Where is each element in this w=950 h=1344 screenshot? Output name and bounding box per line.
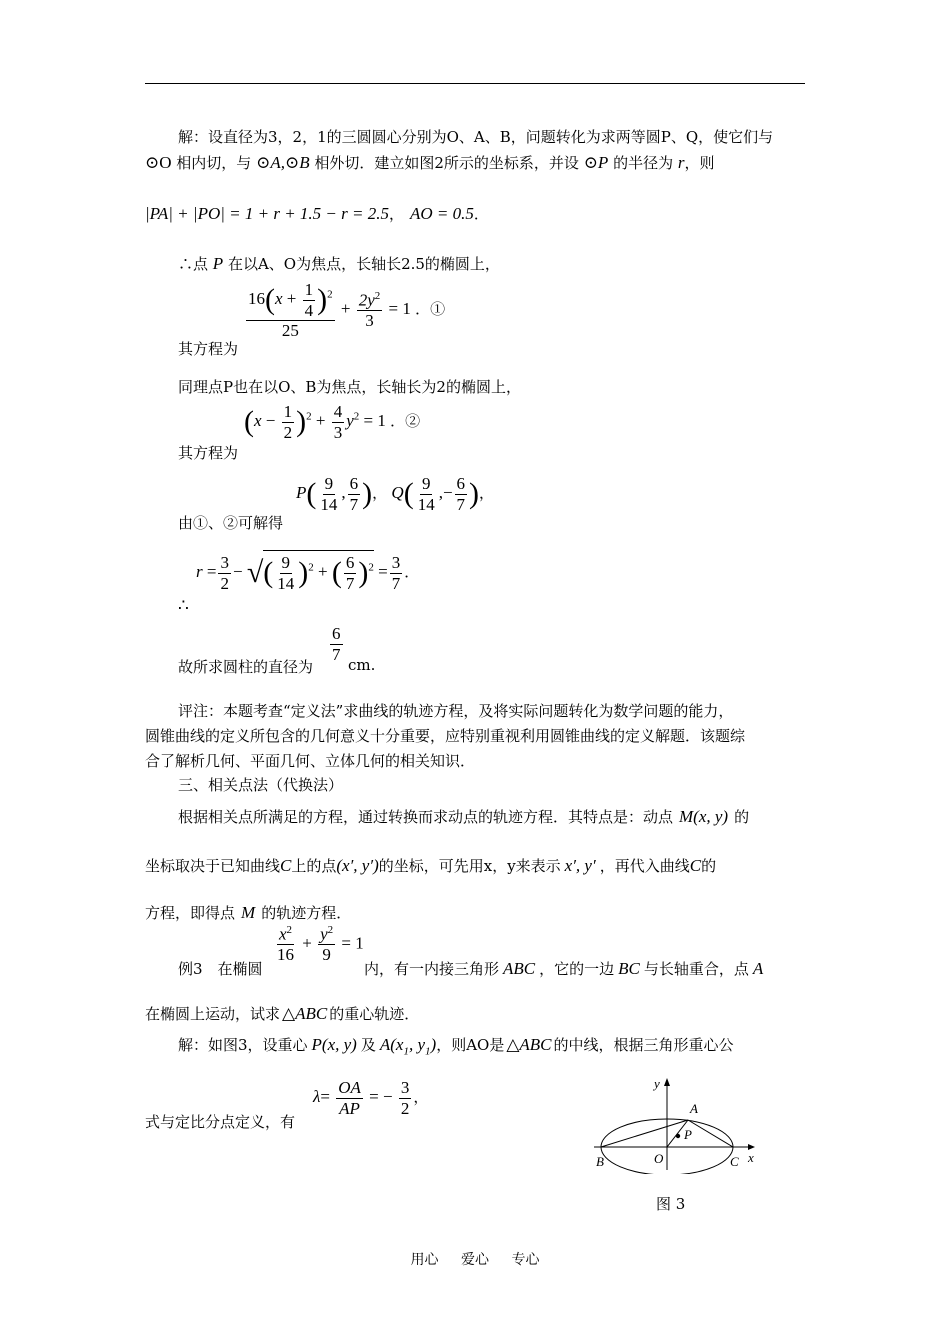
equals: = 1 — [388, 299, 411, 319]
lambda-equation — [313, 1078, 428, 1118]
solve-prefix: 由①、②可解得 — [178, 514, 284, 532]
numerator: 3 — [220, 553, 229, 572]
equals: = − — [369, 1086, 393, 1106]
denominator: 25 — [281, 321, 299, 341]
numerator: 6 — [456, 474, 466, 493]
solution-line-3 — [145, 203, 489, 224]
text: 根据相关点所满足的方程，通过转换而求动点的轨迹方程．其特点是：动点 — [178, 808, 674, 826]
separator: ， — [479, 485, 495, 502]
paren: ( — [263, 556, 274, 590]
text: 的 — [734, 808, 750, 826]
op: + — [315, 410, 326, 430]
solution3-line-2: 式与定比分点定义，有 — [145, 1113, 296, 1131]
header-rule — [145, 83, 805, 84]
fraction — [455, 474, 468, 514]
example3-line-2 — [145, 1003, 419, 1024]
fraction — [330, 624, 343, 664]
fraction — [218, 553, 231, 593]
subscript: 1 — [425, 1045, 431, 1058]
paren: ( — [265, 283, 275, 317]
exponent: 2 — [286, 924, 293, 936]
comment-line-1: 评注：本题考查“定义法”求曲线的轨迹方程，及将实际问题转化为数学问题的能力， — [178, 702, 734, 720]
op: − — [442, 482, 453, 502]
numerator: 6 — [332, 624, 341, 643]
point-p: P — [296, 482, 307, 502]
numerator: 9 — [281, 553, 291, 572]
side-bc: BC — [618, 959, 640, 978]
text: 方程，即得点 — [145, 904, 236, 922]
text: 的 — [701, 857, 717, 875]
point-prime: (x′, y′) — [336, 856, 379, 875]
text: A(x — [379, 1035, 404, 1054]
circle-p: ⊙P — [583, 153, 609, 172]
section-title: 三、相关点法（代换法） — [178, 776, 344, 794]
ellipse1-equation — [244, 280, 445, 341]
denominator: 3 — [333, 422, 343, 442]
denominator: 7 — [456, 494, 466, 514]
fraction — [336, 1078, 363, 1118]
text: 的轨迹方程． — [261, 904, 352, 922]
equation-tag: ．① — [415, 302, 446, 319]
section3-line-3 — [145, 902, 351, 923]
subscript: 1 — [403, 1045, 409, 1058]
numerator: 4 — [333, 402, 343, 421]
op: + — [340, 299, 351, 319]
comma: , — [341, 482, 346, 502]
denominator: 14 — [277, 573, 295, 593]
paren: ( — [331, 556, 342, 590]
diameter-fraction — [328, 624, 345, 664]
sqrt-sign: √ — [246, 556, 264, 590]
equals: = — [206, 561, 217, 581]
numerator — [318, 924, 335, 945]
numerator: OA — [338, 1078, 361, 1097]
period: ． — [404, 564, 420, 581]
fraction — [344, 553, 357, 593]
figure-3-diagram — [588, 1074, 768, 1174]
equals: = 1 — [341, 933, 364, 953]
point-m: M — [241, 903, 256, 922]
circle-ab: ⊙A,⊙B — [256, 153, 310, 172]
exponent: 2 — [308, 561, 314, 574]
denominator: 2 — [220, 573, 229, 593]
section3-line-1 — [178, 806, 749, 827]
denominator: 7 — [332, 644, 341, 664]
op: − — [232, 561, 243, 581]
numerator: 9 — [324, 474, 334, 493]
fraction — [246, 280, 335, 341]
text: 及 — [360, 1036, 376, 1054]
comma: , — [438, 482, 443, 502]
text: ，它的一边 — [539, 960, 615, 978]
fraction — [275, 924, 296, 965]
fraction — [348, 474, 361, 514]
label-p: P — [684, 1127, 692, 1142]
text: 的半径为 — [608, 154, 678, 172]
denominator: 4 — [304, 300, 314, 320]
var-y: y — [346, 410, 354, 430]
numerator: 6 — [345, 553, 355, 572]
numerator — [357, 290, 383, 311]
paren: ( — [244, 405, 254, 439]
op: + — [318, 561, 328, 581]
y-axis-arrow — [664, 1078, 670, 1086]
text: 内，有一内接三角形 — [364, 960, 500, 978]
fraction — [416, 474, 437, 514]
op: − — [265, 410, 276, 430]
solution-line-1: 解：设直径为3，2，1的三圆圆心分别为O、A、B，问题转化为求两等圆P、Q，使它们与 — [178, 128, 774, 146]
fraction — [303, 280, 316, 320]
text: 解：如图3，设重心 — [178, 1036, 308, 1054]
numerator: 3 — [391, 553, 401, 572]
solution-points — [296, 474, 494, 514]
lambda: λ — [313, 1086, 321, 1106]
point-p: P — [212, 254, 224, 273]
text: , y — [408, 1035, 426, 1054]
paren: ) — [298, 556, 309, 590]
numerator: 1 — [283, 402, 293, 421]
text: ∴点 — [178, 255, 213, 273]
numerator: 3 — [400, 1078, 410, 1097]
denominator: 14 — [417, 494, 435, 514]
denominator: 14 — [320, 494, 338, 514]
text: 的坐标，可先用x，y来表示 — [378, 857, 561, 875]
numerator: 1 — [304, 280, 314, 299]
denominator: 9 — [322, 945, 331, 965]
comment-line-2: 圆锥曲线的定义所包含的几何意义十分重要，应特别重视利用圆锥曲线的定义解题．该题综 — [145, 727, 746, 745]
label-c: C — [730, 1154, 739, 1169]
coords-prime: x′, y′ — [564, 856, 596, 875]
numerator — [277, 924, 294, 945]
fraction — [399, 1078, 412, 1118]
side-ba — [601, 1120, 688, 1147]
denominator: 7 — [349, 494, 359, 514]
distance-equation: |PA| + |PO| = 1 + r + 1.5 − r = 2.5 — [145, 204, 389, 223]
centroid-point — [676, 1134, 680, 1138]
side-ac — [688, 1120, 733, 1147]
text: ， — [389, 205, 405, 223]
centroid-p: P(x, y) — [311, 1035, 357, 1054]
radius-r: r — [677, 153, 685, 172]
denominator: 7 — [345, 573, 355, 593]
fraction — [357, 290, 383, 331]
op: + — [286, 288, 297, 308]
denominator: 2 — [283, 422, 293, 442]
curve-c: C — [689, 856, 702, 875]
section3-line-2 — [145, 855, 716, 876]
paren: ) — [317, 283, 328, 317]
equation-prefix: 其方程为 — [178, 444, 239, 462]
equation-tag: ．② — [390, 413, 421, 430]
paren: ) — [469, 477, 480, 511]
numerator: 9 — [421, 474, 431, 493]
fraction — [318, 474, 339, 514]
ao-equation: AO = 0.5 — [410, 204, 474, 223]
denominator: 2 — [400, 1098, 410, 1118]
exponent: 2 — [327, 924, 334, 936]
var-x: x — [275, 288, 283, 308]
page-footer: 用心 爱心 专心 — [410, 1252, 540, 1268]
separator: ， — [372, 485, 388, 502]
text: ，则 — [684, 154, 715, 172]
text: 坐标取决于已知曲线 — [145, 857, 281, 875]
paren: ( — [306, 477, 317, 511]
fraction — [318, 924, 335, 965]
text: 上的点 — [291, 857, 337, 875]
var-x: x — [278, 924, 287, 944]
text: 相内切，与 — [171, 154, 257, 172]
paren: ( — [403, 477, 414, 511]
solution-line-2 — [145, 152, 715, 173]
diameter-unit: cm. — [348, 656, 376, 674]
exponent: 2 — [306, 410, 312, 423]
text: 相外切．建立如图2所示的坐标系，并设 — [309, 154, 584, 172]
triangle-abc: △ABC — [282, 1004, 328, 1023]
point-m: M(x, y) — [679, 807, 729, 826]
radius-equation — [196, 550, 419, 593]
exponent: 2 — [368, 561, 374, 574]
var-x: x — [254, 410, 262, 430]
text: 在椭圆上运动，试求 — [145, 1005, 281, 1023]
triangle-abc: ABC — [503, 959, 536, 978]
point-a: A — [752, 959, 764, 978]
text: ． — [473, 205, 489, 223]
label-o: O — [654, 1151, 664, 1166]
paren: ) — [362, 477, 373, 511]
equals: = — [320, 1086, 330, 1106]
var-r: r — [196, 561, 203, 581]
y-axis-label: y — [654, 1076, 660, 1091]
denominator: 7 — [391, 573, 401, 593]
denominator: 16 — [277, 945, 294, 965]
curve-c: C — [280, 856, 292, 875]
diameter-prefix: 故所求圆柱的直径为 — [178, 658, 314, 676]
equals: = — [378, 561, 388, 581]
text: 的中线，根据三角形重心公 — [553, 1036, 734, 1054]
exponent: 2 — [353, 410, 360, 423]
example-label: 例3 在椭圆 — [178, 960, 263, 978]
separator: ， — [413, 1089, 429, 1106]
coef: 16 — [248, 288, 265, 308]
ellipse2-statement: 同理点P也在以O、B为焦点，长轴长为2的椭圆上， — [178, 378, 521, 396]
equals: = 1 — [363, 410, 386, 430]
paren: ) — [358, 556, 369, 590]
sqrt-body — [263, 550, 374, 593]
label-a: A — [690, 1101, 698, 1116]
fraction — [390, 553, 403, 593]
ellipse1-statement — [178, 253, 500, 274]
ellipse2-equation — [244, 402, 420, 442]
fraction — [282, 402, 295, 442]
comment-line-3: 合了解析几何、平面几何、立体几何的相关知识． — [145, 752, 476, 770]
text: ) — [430, 1035, 437, 1054]
denominator: 3 — [365, 311, 374, 331]
text: ，再代入曲线 — [599, 857, 690, 875]
paren: ) — [296, 405, 307, 439]
op: + — [302, 933, 312, 953]
example3-ellipse-equation — [273, 924, 364, 965]
text: 在以A、O为焦点，长轴长2.5的椭圆上， — [223, 255, 500, 273]
example3-line-1 — [364, 958, 763, 979]
text: 的重心轨迹． — [329, 1005, 420, 1023]
denominator: AP — [339, 1098, 360, 1118]
fraction — [275, 553, 296, 593]
text: 与长轴重合，点 — [643, 960, 749, 978]
numerator — [246, 280, 335, 321]
label-b: B — [596, 1154, 604, 1169]
var-y: y — [320, 924, 328, 944]
fraction — [332, 402, 345, 442]
x-axis-label: x — [748, 1150, 754, 1165]
figure-caption: 图 3 — [656, 1195, 686, 1213]
term: 2y — [358, 290, 375, 310]
solution3-line-1 — [178, 1034, 734, 1057]
point-a-coords — [379, 1035, 437, 1058]
text: ，则AO是 — [436, 1036, 505, 1054]
numerator: 6 — [349, 474, 359, 493]
triangle-abc: △ABC — [506, 1035, 552, 1054]
exponent: 2 — [374, 289, 381, 302]
exponent: 2 — [327, 288, 333, 301]
circle-o: ⊙O — [145, 153, 172, 172]
equation-prefix: 其方程为 — [178, 340, 239, 358]
point-q: Q — [391, 482, 404, 502]
therefore-symbol: ∴ — [178, 596, 189, 616]
